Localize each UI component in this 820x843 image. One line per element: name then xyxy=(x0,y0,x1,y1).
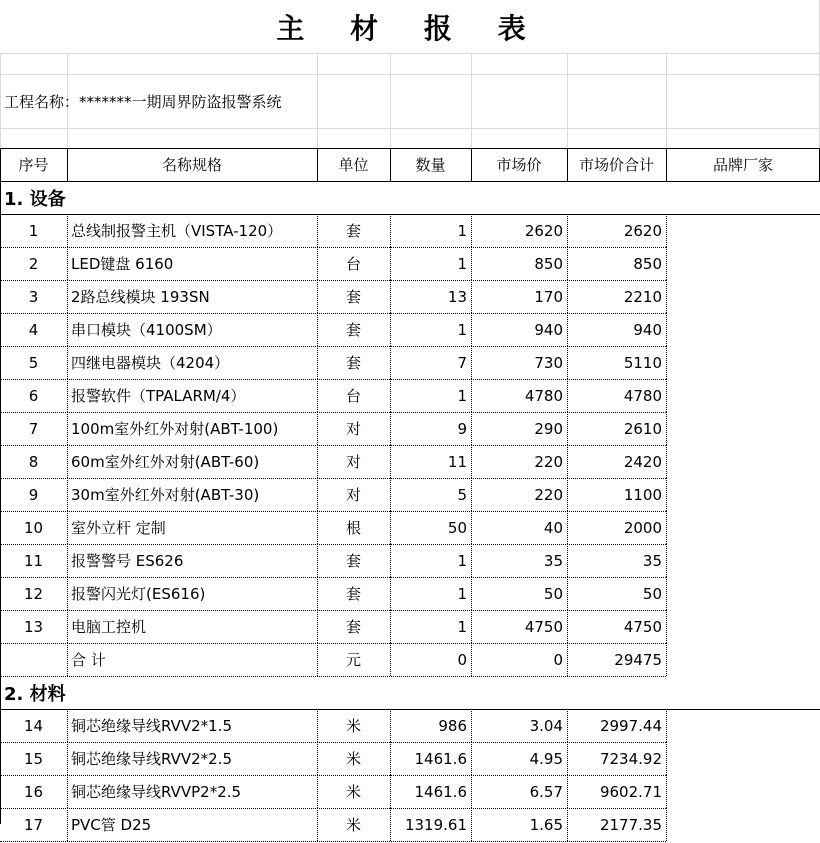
grid-line xyxy=(471,709,473,742)
project-name xyxy=(0,74,390,128)
grid-line xyxy=(666,478,668,511)
grid-line xyxy=(471,511,473,544)
item-unit: 套 xyxy=(345,321,361,339)
grid-line xyxy=(471,379,473,412)
row-number: 13 xyxy=(23,617,44,636)
grid-line xyxy=(390,808,392,841)
row-number: 8 xyxy=(28,452,39,471)
grid-line xyxy=(666,808,668,841)
item-name: PVC管 D25 xyxy=(71,816,152,834)
grid-line xyxy=(567,214,569,247)
grid-line xyxy=(67,379,69,412)
item-name: 电脑工控机 xyxy=(71,618,147,636)
item-total: 35 xyxy=(642,551,662,570)
row-number: 4 xyxy=(28,320,39,339)
grid-line xyxy=(567,577,569,610)
grid-line xyxy=(471,346,473,379)
grid-line xyxy=(317,775,319,808)
item-total: 4780 xyxy=(623,386,662,405)
section-heading: 1. 设备 xyxy=(4,188,66,210)
item-total: 2210 xyxy=(623,287,662,306)
grid-line xyxy=(317,313,319,346)
grid-line xyxy=(0,128,820,129)
grid-line xyxy=(317,544,319,577)
grid-line xyxy=(567,709,569,742)
item-qty: 1 xyxy=(457,386,467,405)
item-brand xyxy=(666,511,820,544)
grid-line xyxy=(0,709,820,710)
grid-line xyxy=(0,181,820,182)
item-name: 60m室外红外对射(ABT-60) xyxy=(71,453,260,471)
item-qty: 1 xyxy=(457,221,467,240)
grid-line xyxy=(390,742,392,775)
item-price: 0 xyxy=(553,650,563,669)
grid-line xyxy=(67,346,69,379)
item-total: 4750 xyxy=(623,617,662,636)
grid-line xyxy=(666,511,668,544)
grid-line xyxy=(666,544,668,577)
grid-line xyxy=(567,247,569,280)
item-price: 4780 xyxy=(524,386,563,405)
grid-line xyxy=(317,247,319,280)
item-qty: 986 xyxy=(438,716,467,735)
item-total: 850 xyxy=(633,254,662,273)
grid-line xyxy=(317,643,319,676)
item-price: 940 xyxy=(534,320,563,339)
item-price: 170 xyxy=(534,287,563,306)
column-header[interactable]: 名称规格 xyxy=(161,156,222,174)
grid-line xyxy=(67,412,69,445)
row-number: 5 xyxy=(28,353,39,372)
item-qty: 1 xyxy=(457,617,467,636)
item-total: 940 xyxy=(633,320,662,339)
column-header[interactable]: 市场价合计 xyxy=(578,156,654,174)
grid-line xyxy=(390,511,392,544)
grid-line xyxy=(67,808,69,841)
grid-line xyxy=(317,577,319,610)
grid-line xyxy=(390,346,392,379)
grid-line xyxy=(471,247,473,280)
grid-line xyxy=(471,775,473,808)
item-qty: 50 xyxy=(447,518,467,537)
item-name: 室外立杆 定制 xyxy=(71,519,166,537)
item-unit: 套 xyxy=(345,552,361,570)
grid-line xyxy=(567,313,569,346)
grid-line xyxy=(67,478,69,511)
row-number: 10 xyxy=(23,518,44,537)
grid-line xyxy=(390,148,391,181)
item-price: 3.04 xyxy=(529,716,563,735)
grid-line xyxy=(67,148,68,181)
grid-line xyxy=(390,412,392,445)
grid-line xyxy=(471,53,472,148)
grid-line xyxy=(317,742,319,775)
item-total: 5110 xyxy=(623,353,662,372)
item-qty: 1 xyxy=(457,254,467,273)
grid-line xyxy=(471,214,473,247)
grid-line xyxy=(666,346,668,379)
item-brand xyxy=(666,247,820,280)
grid-line xyxy=(471,148,472,181)
grid-line xyxy=(567,742,569,775)
grid-line xyxy=(666,610,668,643)
grid-line xyxy=(67,511,69,544)
grid-line xyxy=(666,775,668,808)
grid-line xyxy=(567,775,569,808)
grid-line xyxy=(567,544,569,577)
grid-line xyxy=(390,577,392,610)
item-unit: 米 xyxy=(345,717,361,735)
item-qty: 1 xyxy=(457,551,467,570)
grid-line xyxy=(666,148,667,181)
grid-line xyxy=(317,412,319,445)
item-qty: 1461.6 xyxy=(414,782,467,801)
project-value: *******一期周界防盗报警系统 xyxy=(79,92,282,111)
item-qty: 13 xyxy=(447,287,467,306)
grid-line xyxy=(0,676,666,678)
grid-line xyxy=(567,445,569,478)
item-brand xyxy=(666,775,820,808)
item-total: 2610 xyxy=(623,419,662,438)
project-label: 工程名称： xyxy=(4,92,80,111)
grid-line xyxy=(666,742,668,775)
item-name: 串口模块（4100SM） xyxy=(71,321,222,339)
item-price: 6.57 xyxy=(529,782,563,801)
grid-line xyxy=(317,379,319,412)
grid-line xyxy=(666,247,668,280)
item-name: 铜芯绝缘导线RVV2*2.5 xyxy=(71,750,233,768)
item-name: 100m室外红外对射(ABT-100) xyxy=(71,420,279,438)
grid-line xyxy=(471,808,473,841)
item-total: 2000 xyxy=(623,518,662,537)
grid-line xyxy=(390,379,392,412)
item-unit: 对 xyxy=(345,420,361,438)
row-number: 2 xyxy=(28,254,39,273)
grid-line xyxy=(317,346,319,379)
item-name: 报警软件（TPALARM/4） xyxy=(71,387,246,405)
item-total: 7234.92 xyxy=(599,749,662,768)
grid-line xyxy=(390,610,392,643)
row-number: 15 xyxy=(23,749,44,768)
item-unit: 米 xyxy=(345,783,361,801)
item-name: 四继电器模块（4204） xyxy=(71,354,230,372)
item-price: 40 xyxy=(543,518,563,537)
grid-line xyxy=(67,313,69,346)
item-qty: 9 xyxy=(457,419,467,438)
item-brand xyxy=(666,379,820,412)
column-header[interactable]: 品牌厂家 xyxy=(712,156,773,174)
grid-line xyxy=(317,445,319,478)
grid-line xyxy=(666,709,668,742)
item-brand xyxy=(666,577,820,610)
item-name: 铜芯绝缘导线RVV2*1.5 xyxy=(71,717,233,735)
grid-line xyxy=(390,53,391,148)
grid-line xyxy=(567,643,569,676)
row-number: 12 xyxy=(23,584,44,603)
item-price: 220 xyxy=(534,452,563,471)
item-brand xyxy=(666,610,820,643)
item-total: 2177.35 xyxy=(599,815,662,834)
item-brand xyxy=(666,346,820,379)
grid-line xyxy=(390,247,392,280)
row-number: 1 xyxy=(28,221,39,240)
item-brand xyxy=(666,445,820,478)
grid-line xyxy=(471,544,473,577)
item-unit: 对 xyxy=(345,486,361,504)
column-header[interactable]: 数量 xyxy=(415,156,446,174)
item-price: 2620 xyxy=(524,221,563,240)
item-brand xyxy=(666,412,820,445)
item-name: 合 计 xyxy=(71,651,106,669)
grid-line xyxy=(471,742,473,775)
grid-line xyxy=(317,610,319,643)
grid-line xyxy=(567,808,569,841)
grid-line xyxy=(317,808,319,841)
item-brand xyxy=(666,214,820,247)
grid-line xyxy=(390,280,392,313)
grid-line xyxy=(390,775,392,808)
row-number: 14 xyxy=(23,716,44,735)
grid-line xyxy=(0,214,820,215)
item-brand xyxy=(666,313,820,346)
item-name: 总线制报警主机（VISTA-120） xyxy=(71,222,283,240)
grid-line xyxy=(471,445,473,478)
item-price: 35 xyxy=(543,551,563,570)
item-unit: 元 xyxy=(345,651,361,669)
item-unit: 米 xyxy=(345,816,361,834)
grid-line xyxy=(666,412,668,445)
item-name: 报警闪光灯(ES616) xyxy=(71,585,206,603)
grid-line xyxy=(471,577,473,610)
grid-line xyxy=(67,544,69,577)
item-qty: 5 xyxy=(457,485,467,504)
item-unit: 对 xyxy=(345,453,361,471)
item-name: 报警警号 ES626 xyxy=(71,552,184,570)
grid-line xyxy=(317,148,318,181)
item-total: 1100 xyxy=(623,485,662,504)
grid-line xyxy=(471,643,473,676)
grid-line xyxy=(67,445,69,478)
grid-line xyxy=(567,610,569,643)
item-price: 50 xyxy=(543,584,563,603)
grid-line xyxy=(317,709,319,742)
item-unit: 套 xyxy=(345,585,361,603)
report-title: 主 材 报 表 xyxy=(276,11,544,45)
grid-line xyxy=(390,445,392,478)
grid-line xyxy=(317,478,319,511)
item-brand xyxy=(666,643,820,676)
item-brand xyxy=(666,709,820,742)
grid-line xyxy=(67,709,69,742)
grid-line xyxy=(666,214,668,247)
grid-line xyxy=(567,379,569,412)
item-unit: 根 xyxy=(345,519,361,537)
grid-line xyxy=(666,53,667,148)
grid-line xyxy=(0,148,820,149)
grid-line xyxy=(471,412,473,445)
grid-line xyxy=(666,445,668,478)
item-brand xyxy=(666,280,820,313)
grid-line xyxy=(317,214,319,247)
grid-line xyxy=(666,379,668,412)
item-qty: 1 xyxy=(457,584,467,603)
column-header[interactable]: 单位 xyxy=(338,156,369,174)
item-qty: 1461.6 xyxy=(414,749,467,768)
item-unit: 套 xyxy=(345,618,361,636)
item-price: 850 xyxy=(534,254,563,273)
item-total: 9602.71 xyxy=(599,782,662,801)
item-price: 1.65 xyxy=(529,815,563,834)
item-qty: 11 xyxy=(447,452,467,471)
grid-line xyxy=(67,280,69,313)
grid-line xyxy=(666,577,668,610)
item-name: 2路总线模块 193SN xyxy=(71,288,210,306)
row-number xyxy=(0,643,67,676)
item-total: 50 xyxy=(642,584,662,603)
column-header[interactable]: 市场价 xyxy=(496,156,542,174)
item-unit: 套 xyxy=(345,222,361,240)
grid-line xyxy=(567,280,569,313)
section-heading: 2. 材料 xyxy=(4,683,66,705)
grid-line xyxy=(666,643,668,676)
row-number: 7 xyxy=(28,419,39,438)
grid-line xyxy=(471,313,473,346)
grid-line xyxy=(67,577,69,610)
item-price: 730 xyxy=(534,353,563,372)
item-name: LED键盘 6160 xyxy=(71,255,174,273)
grid-line xyxy=(390,313,392,346)
grid-line xyxy=(67,643,69,676)
item-total: 2997.44 xyxy=(599,716,662,735)
grid-line xyxy=(390,478,392,511)
item-total: 29475 xyxy=(614,650,662,669)
item-brand xyxy=(666,544,820,577)
row-number: 16 xyxy=(23,782,44,801)
row-number: 11 xyxy=(23,551,44,570)
grid-line xyxy=(471,478,473,511)
item-qty: 0 xyxy=(457,650,467,669)
row-number: 17 xyxy=(23,815,44,834)
grid-line xyxy=(471,610,473,643)
item-brand xyxy=(666,742,820,775)
column-header[interactable]: 序号 xyxy=(18,156,49,174)
grid-line xyxy=(317,511,319,544)
grid-line xyxy=(67,610,69,643)
grid-line xyxy=(67,247,69,280)
item-qty: 1 xyxy=(457,320,467,339)
grid-line xyxy=(317,280,319,313)
grid-line xyxy=(567,511,569,544)
item-unit: 套 xyxy=(345,288,361,306)
item-price: 4.95 xyxy=(529,749,563,768)
grid-line xyxy=(0,53,820,54)
row-number: 6 xyxy=(28,386,39,405)
grid-line xyxy=(390,709,392,742)
item-name: 铜芯绝缘导线RVVP2*2.5 xyxy=(71,783,242,801)
grid-line xyxy=(390,214,392,247)
grid-line xyxy=(666,280,668,313)
item-qty: 7 xyxy=(457,353,467,372)
grid-line xyxy=(666,313,668,346)
item-brand xyxy=(666,808,820,841)
item-unit: 套 xyxy=(345,354,361,372)
item-qty: 1319.61 xyxy=(404,815,467,834)
grid-line xyxy=(0,148,1,824)
grid-line xyxy=(67,775,69,808)
item-name: 30m室外红外对射(ABT-30) xyxy=(71,486,260,504)
grid-line xyxy=(567,412,569,445)
grid-line xyxy=(67,742,69,775)
grid-line xyxy=(567,53,568,148)
item-price: 4750 xyxy=(524,617,563,636)
row-number: 3 xyxy=(28,287,39,306)
item-unit: 台 xyxy=(345,387,361,405)
grid-line xyxy=(67,214,69,247)
item-total: 2620 xyxy=(623,221,662,240)
grid-line xyxy=(471,280,473,313)
item-unit: 台 xyxy=(345,255,361,273)
item-price: 220 xyxy=(534,485,563,504)
grid-line xyxy=(390,544,392,577)
grid-line xyxy=(390,643,392,676)
item-unit: 米 xyxy=(345,750,361,768)
item-price: 290 xyxy=(534,419,563,438)
row-number: 9 xyxy=(28,485,39,504)
grid-line xyxy=(567,478,569,511)
item-brand xyxy=(666,478,820,511)
grid-line xyxy=(567,346,569,379)
item-total: 2420 xyxy=(623,452,662,471)
grid-line xyxy=(567,148,568,181)
